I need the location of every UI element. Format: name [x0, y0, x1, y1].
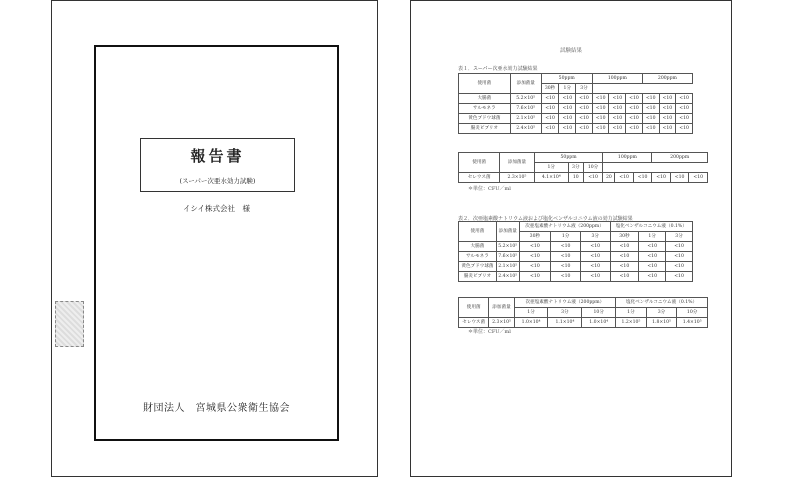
cell-value: <10 [642, 124, 659, 134]
cell-value: <10 [559, 104, 576, 114]
table2-caption: 表２．次亜塩素酸ナトリウム液および塩化ベンザルコニウム液の効力試験結果 [458, 216, 633, 222]
cell-value: <10 [592, 124, 609, 134]
organization-name: 財団法人 宮城県公衆衛生協会 [143, 403, 290, 414]
cell-value: <10 [666, 272, 693, 282]
col-group-header: 次亜塩素酸ナトリウム液（200ppm） [519, 222, 610, 232]
cell-value: <10 [652, 173, 671, 183]
cell-value: <10 [519, 272, 551, 282]
cell-value: <10 [541, 94, 559, 104]
cell-value: 1.0×10⁴ [582, 318, 616, 328]
cell-value: <10 [609, 104, 626, 114]
cell-value: <10 [610, 272, 639, 282]
cell-value: 1.0×10⁴ [514, 318, 548, 328]
cell-value: <10 [676, 94, 693, 104]
cell-value: <10 [666, 252, 693, 262]
cell-value: <10 [626, 104, 643, 114]
table2-cereus [458, 297, 708, 328]
col-group-header: 50ppm [541, 74, 592, 84]
client-name: イシイ株式会社 様 [182, 204, 251, 213]
cell-inoculum: 5.2×10⁵ [510, 94, 541, 104]
cell-value: <10 [639, 262, 666, 272]
report-subtitle: (スーパー次亜水効力試験) [179, 177, 256, 185]
cell-organism: サルモネラ [459, 104, 511, 114]
cell-value: <10 [580, 242, 610, 252]
col-time-header: 3分 [576, 84, 593, 94]
col-header-organism: 使用菌 [459, 153, 500, 173]
cell-value: <10 [576, 104, 593, 114]
cell-inoculum: 5.2×10⁵ [496, 242, 519, 252]
table1-footnote: ＊単位：CFU／ml [468, 186, 511, 192]
cell-value: <10 [610, 242, 639, 252]
cell-value: <10 [551, 272, 581, 282]
col-time-header: 10分 [677, 308, 708, 318]
cell-value: <10 [519, 252, 551, 262]
cell-value: <10 [559, 114, 576, 124]
col-group-header: 200ppm [652, 153, 708, 163]
cell-value: 4.1×10⁴ [534, 173, 568, 183]
cell-inoculum: 2.1×10⁵ [496, 262, 519, 272]
col-header-inoculum: 添加菌量 [496, 222, 519, 242]
cell-organism: セレウス菌 [459, 318, 489, 328]
cell-value: <10 [639, 242, 666, 252]
table1-caption: 表１．スーパー次亜水効力試験結果 [458, 66, 538, 72]
col-header-organism: 使用菌 [459, 298, 489, 318]
title-box [140, 138, 295, 192]
results-page [410, 0, 732, 477]
col-group-header: 100ppm [603, 153, 652, 163]
cell-value: <10 [519, 262, 551, 272]
col-group-header: 50ppm [534, 153, 603, 163]
cell-value: 1.1×10⁴ [548, 318, 582, 328]
cell-value: <10 [666, 242, 693, 252]
table2-main [458, 221, 693, 282]
col-header-inoculum: 添加菌量 [500, 153, 534, 173]
table1-main [458, 73, 693, 134]
table-row [459, 318, 708, 328]
cell-value: 1.8×10⁵ [646, 318, 677, 328]
col-time-header: 30秒 [541, 84, 559, 94]
col-group-header: 次亜塩素酸ナトリウム液（200ppm） [514, 298, 615, 308]
cell-value: <10 [676, 124, 693, 134]
table-row [459, 272, 693, 282]
cell-value: <10 [670, 173, 689, 183]
col-group-header: 100ppm [592, 74, 642, 84]
col-time-header: 30秒 [610, 232, 639, 242]
col-time-header: 1分 [639, 232, 666, 242]
cell-value: <10 [609, 124, 626, 134]
cell-inoculum: 2.3×10⁵ [500, 173, 534, 183]
table-row [459, 173, 708, 183]
cell-value: <10 [626, 94, 643, 104]
cell-value: 1.2×10⁵ [616, 318, 647, 328]
col-time-header: 10分 [582, 308, 616, 318]
cell-value: <10 [541, 104, 559, 114]
col-time-header: 3分 [548, 308, 582, 318]
cell-value: <10 [551, 252, 581, 262]
cell-value: <10 [580, 272, 610, 282]
cover-page [51, 0, 378, 477]
cell-organism: サルモネラ [459, 252, 497, 262]
col-time-header: 3分 [568, 163, 583, 173]
cell-value: 20 [603, 173, 615, 183]
table1-cereus [458, 152, 708, 183]
cell-value: <10 [642, 114, 659, 124]
cell-value: <10 [609, 94, 626, 104]
table-row [459, 252, 693, 262]
cell-value: <10 [519, 242, 551, 252]
table-row [459, 94, 693, 104]
cell-value: <10 [576, 124, 593, 134]
cell-value: <10 [610, 252, 639, 262]
cell-inoculum: 2.3×10⁵ [489, 318, 514, 328]
cell-value: <10 [626, 124, 643, 134]
col-group-header: 200ppm [642, 74, 692, 84]
cover-frame [94, 45, 339, 441]
cell-value: <10 [580, 252, 610, 262]
cell-value: <10 [610, 262, 639, 272]
cell-value: 10 [568, 173, 583, 183]
cell-value: <10 [642, 94, 659, 104]
cell-value: 1.4×10⁵ [677, 318, 708, 328]
table-row [459, 262, 693, 272]
cell-value: <10 [639, 252, 666, 262]
cell-value: <10 [583, 173, 603, 183]
cell-value: <10 [659, 94, 676, 104]
table-row [459, 104, 693, 114]
cell-value: <10 [676, 104, 693, 114]
cell-value: <10 [659, 124, 676, 134]
col-time-header: 1分 [551, 232, 581, 242]
cell-value: <10 [541, 114, 559, 124]
col-group-header: 塩化ベンザルコニウム液（0.1%） [616, 298, 708, 308]
cell-inoculum: 7.6×10⁵ [510, 104, 541, 114]
cell-value: <10 [666, 262, 693, 272]
cell-value: <10 [541, 124, 559, 134]
binding-stamp [55, 301, 84, 347]
cell-organism: 腸炎ビブリオ [459, 272, 497, 282]
col-header-organism: 使用菌 [459, 222, 497, 242]
cell-organism: 黄色ブドウ球菌 [459, 262, 497, 272]
table-row [459, 124, 693, 134]
cell-inoculum: 2.4×10⁵ [496, 272, 519, 282]
cell-inoculum: 7.6×10⁵ [496, 252, 519, 262]
cell-value: <10 [659, 114, 676, 124]
col-group-header: 塩化ベンザルコニウム液（0.1%） [610, 222, 692, 232]
report-title: 報告書 [190, 147, 245, 165]
cell-inoculum: 2.4×10⁵ [510, 124, 541, 134]
cell-value: <10 [559, 94, 576, 104]
cell-value: <10 [615, 173, 634, 183]
cell-organism: 腸炎ビブリオ [459, 124, 511, 134]
cell-value: <10 [576, 94, 593, 104]
col-time-header: 1分 [616, 308, 647, 318]
col-time-header: 3分 [580, 232, 610, 242]
col-time-header: 1分 [514, 308, 548, 318]
cell-value: <10 [559, 124, 576, 134]
col-header-inoculum: 添加菌量 [510, 74, 541, 94]
cell-value: <10 [676, 114, 693, 124]
cell-value: <10 [551, 262, 581, 272]
cell-value: <10 [580, 262, 610, 272]
cell-organism: セレウス菌 [459, 173, 500, 183]
col-time-header: 1分 [559, 84, 576, 94]
cell-organism: 黄色ブドウ球菌 [459, 114, 511, 124]
cell-value: <10 [609, 114, 626, 124]
cell-value: <10 [639, 272, 666, 282]
col-header-inoculum: 添加菌量 [489, 298, 514, 318]
cell-inoculum: 2.1×10⁵ [510, 114, 541, 124]
cell-organism: 大腸菌 [459, 94, 511, 104]
table-row [459, 242, 693, 252]
cell-value: <10 [659, 104, 676, 114]
cell-value: <10 [642, 104, 659, 114]
cell-value: <10 [626, 114, 643, 124]
table2-footnote: ＊単位：CFU／ml [468, 329, 511, 335]
col-time-header: 10分 [583, 163, 603, 173]
col-time-header: 3分 [646, 308, 677, 318]
cell-value: <10 [592, 114, 609, 124]
cell-value: <10 [689, 173, 708, 183]
cell-organism: 大腸菌 [459, 242, 497, 252]
col-time-header: 1分 [534, 163, 568, 173]
cell-value: <10 [551, 242, 581, 252]
results-header: 試験結果 [559, 48, 582, 54]
cell-value: <10 [576, 114, 593, 124]
col-time-header: 3分 [666, 232, 693, 242]
cell-value: <10 [592, 94, 609, 104]
cell-value: <10 [592, 104, 609, 114]
cell-value: <10 [633, 173, 652, 183]
col-header-organism: 使用菌 [459, 74, 511, 94]
col-time-header: 30秒 [519, 232, 551, 242]
table-row [459, 114, 693, 124]
